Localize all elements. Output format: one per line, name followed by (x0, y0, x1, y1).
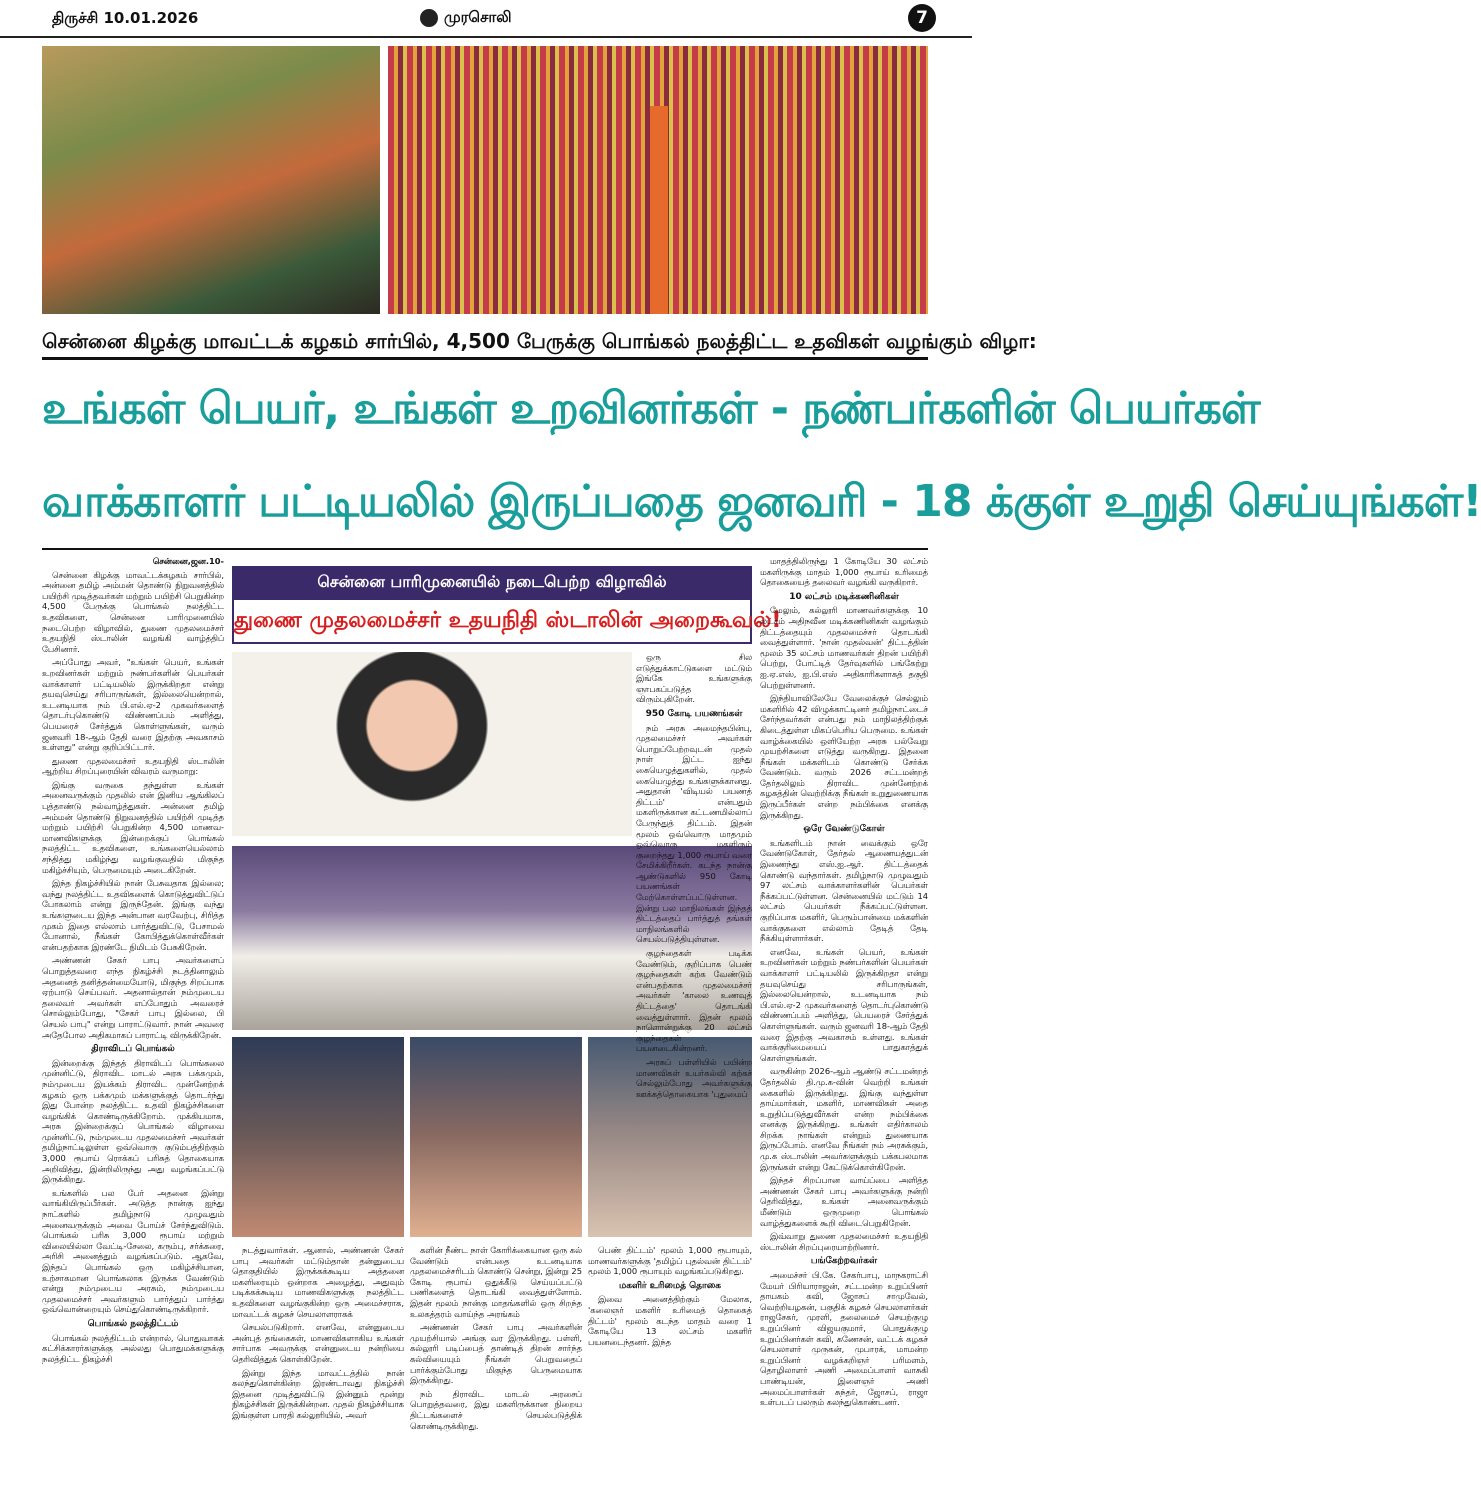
article-column-4 (410, 1245, 582, 1500)
pongal-celebration-photo (42, 46, 380, 314)
paragraph: வருகின்ற 2026-ஆம் ஆண்டு சட்டமன்றத் தேர்தலில் தி.மு.க-வின் வெற்றி உங்கள் கைகளில் இருக்கிறது. இங்கு வந்துள்ள தாய்மார்கள், மகளிர், மாணவிகள் அதை உறுதிப்படுத்துவீர்கள் என்ற நம்பிக்கை எனக்கு இருக்கிறது. உங்கள் எதிர்காலம் சிறக்க நாங்கள் என்றும் துணையாக இருப்போம். எனவே நீங்கள் நம் அரசுக்கும், மு.க ஸ்டாலின் அவர்களுக்கும் பக்கபலமாக இருங்கள் என்று கேட்டுக்கொள்கிறேன். (760, 1066, 928, 1172)
paragraph: எனவே, உங்கள் பெயர், உங்கள் உறவினர்கள் மற்றும் நண்பர்களின் பெயர்கள் வாக்காளர் பட்டியலில் இருக்கிறதா என்று தயவுசெய்து சரிபாருங்கள், இல்லையென்றால், உடனடியாக நம் பி.எல்.ஏ-2 முகவர்களைத் தொடர்புகொண்டு விண்ணப்பம் அளித்து, பெயரைச் சேர்த்துக் கொள்ளுங்கள். வரும் ஜனவரி 18-ஆம் தேதி வரை இதற்கு அவகாசம் உள்ளது. உங்கள் வாக்குரிமையைப் பாதுகாத்துக் கொள்ளுங்கள். (760, 946, 928, 1063)
paragraph: இன்றைக்கு இந்தத் திராவிடப் பொங்கலை முன்னிட்டு, திராவிட மாடல் அரசு பக்கமும், நம்முடைய இயக்கம் திராவிட முன்னேற்றக் கழகம் ஒரு பக்கமும் மக்களுக்குத் தொடர்ந்து இது போன்ற நலத்திட்ட உதவி நிகழ்ச்சிகளை வழங்கிக் கொண்டிருக்கிறோம். முக்கியமாக, அரசு இன்றைக்குப் பொங்கல் விழாவை முன்னிட்டு, நம்முடைய முதலமைச்சர் அவர்கள் தமிழ்நாட்டிலுள்ள ஒவ்வொரு குடும்பத்திற்கும் 3,000 ரூபாய் ரொக்கப் பரிசுத் தொகையாக அறிவித்து, இன்றிலிருந்து அது வழங்கப்பட்டு இருக்கிறது. (42, 1057, 224, 1185)
selfie-photo-1 (232, 1037, 404, 1237)
paragraph: அரசுப் பள்ளியில் பயின்ற மாணவிகள் உயர்கல்வி கற்கச் செல்லும்போது அவர்களுக்கு ஊக்கத்தொகையாக 'புதுமைப் (636, 1056, 752, 1099)
paragraph: இவை அனைத்திற்கும் மேலாக, 'கலைஞர் மகளிர் உரிமைத் தொகைத் திட்டம்' மூலம் கடந்த மாதம் வரை 1 கோடியே 13 லட்சம் மகளிர் பயனடைந்தனர். இந்த (588, 1294, 752, 1347)
paragraph: நம் திராவிட மாடல் அரசைப் பொறுத்தவரை, இது மகளிருக்கான நிறைய திட்டங்களைச் செயல்படுத்திக் கொண்டிருக்கிறது. (410, 1388, 582, 1431)
paragraph: மேலும், கல்லூரி மாணவர்களுக்கு 10 லட்சம் அதிநவீன மடிக்கணினிகள் வழங்கும் திட்டத்தையும் முதலமைச்சர் தொடங்கி வைத்துள்ளார். 'நான் முதல்வன்' திட்டத்தின் மூலம் 35 லட்சம் மாணவர்கள் திறன் பயிற்சி பெற்று, போட்டித் தேர்வுகளில் பங்கேற்று ஐ.ஏ.எஸ், ஐ.பி.எஸ் அதிகாரிகளாகத் தகுதி பெற்றுள்ளனர். (760, 605, 928, 690)
banner-subheadline: துணை முதலமைச்சர் உதயநிதி ஸ்டாலின் அறைகூவல்! (232, 598, 752, 644)
headline-line-1: உங்கள் பெயர், உங்கள் உறவினர்கள் - நண்பர்களின் பெயர்கள் (42, 383, 1260, 434)
subheading-pongal-welfare: பொங்கல் நலத்திட்டம் (87, 1318, 179, 1329)
dateline: சென்னை,ஜன.10- (152, 556, 224, 566)
paragraph: அமைச்சர் பி.கே. சேகர்பாபு, மாநகராட்சி மேயர் பிரியாராஜன், சட்டமன்ற உறுப்பினர் தாயகம் கவி, ஜோசப் சாமுவேல், வெற்றியழகன், பகுதிக் கழகச் செயலாளர்கள் ராஜசேகர், முரளி, தலைமைச் செயற்குழு உறுப்பினர் விஜயகுமார், பொதுக்குழு உறுப்பினர்கள் கவி, கணேசன், வட்டக் கழகச் செயலாளர் முருகன், முபாரக், மாமன்ற உறுப்பினர் வழக்கறிஞர் பரிமளம், தொழிலாளர் அணி அமைப்பாளர் வாசுகி பாண்டியன், இளைஞர் அணி அமைப்பாளர்கள் சுந்தர், ஜோசப், ராஜா உள்படப் பலரும் கலந்துகொண்டனர். (760, 1270, 928, 1408)
article-column-3 (232, 1245, 404, 1500)
paragraph: துணை முதலமைச்சர் உதயநிதி ஸ்டாலின் ஆற்றிய சிறப்புரையின் விவரம் வருமாறு: (42, 755, 224, 777)
speaker-at-podium-photo (232, 652, 632, 836)
headline-kicker: சென்னை கிழக்கு மாவட்டக் கழகம் சார்பில், 4,500 பேருக்கு பொங்கல் நலத்திட்ட உதவிகள் வழங்கும் விழா: (42, 322, 928, 360)
paragraph: குழந்தைகள் படிக்க வேண்டும், குறிப்பாக பெண் குழந்தைகள் கற்க வேண்டும் என்பதற்காக முதலமைச்சர் அவர்கள் 'காலை உணவுத் திட்டத்தை' தொடங்கி வைத்துள்ளார். இதன் மூலம் நாளொன்றுக்கு 20 லட்சம் குழந்தைகள் பயனடைகின்றனர். (636, 948, 752, 1054)
article-column-6 (760, 556, 928, 1500)
paper-name-block (420, 8, 512, 28)
article-column-2 (636, 652, 752, 1099)
paragraph: இவ்வாறு துணை முதலமைச்சர் உதயநிதி ஸ்டாலின் சிறப்புரையாற்றினார். (760, 1231, 928, 1252)
paragraph: இந்த நிகழ்ச்சியில் நான் பேசுவதாக இல்லை; வந்து நலத்திட்ட உதவிகளைக் கொடுத்துவிட்டுப் போகலாம் என்று இருந்தேன். இங்கு வந்து உங்களுடைய இந்த அன்பான வரவேற்பு, சிரித்த முகம் இதை எல்லாம் பார்த்துவிட்டு, பேசாமல் போனால், நீங்கள் கோபித்துக்கொள்வீர்கள் என்பதற்காக இரண்டே நிமிடம் பேசுகிறேன். (42, 878, 224, 952)
headline-rule (42, 548, 928, 550)
paragraph: பெண் திட்டம்' மூலம் 1,000 ரூபாயும், மாணவர்களுக்கு 'தமிழ்ப் புதல்வன் திட்டம்' மூலம் 1,000 ரூபாயும் வழங்கப்படுகிறது. (588, 1245, 752, 1277)
paper-name: முரசொலி (444, 8, 512, 26)
paragraph: செயல்படுகிறார். எனவே, என்னுடைய அன்புத் தங்கைகள், மாணவிகளாகிய உங்கள் சார்பாக அவருக்கு என்னுடைய நன்றியை தெரிவித்துக் கொள்கிறேன். (232, 1322, 404, 1364)
paragraph: இங்கு வருகை தந்துள்ள உங்கள் அனைவருக்கும் முதலில் என் இனிய ஆங்கிலப் புத்தாண்டு நல்வாழ்த்துகள். அன்னை தமிழ் அம்மன் தொண்டு நிறுவனத்தில் பயிற்சி முடித்த மற்றும் பயிற்சி பெறுகின்ற 4,500 மாணவ-மாணவிகளுக்கு இன்றைக்குப் பொங்கல் நலத்திட்ட உதவிகளை, உங்களையெல்லாம் சந்தித்து மகிழ்ந்து வழங்குவதில் மிகுந்த மகிழ்ச்சியும், பெருமையும் அடைகிறேன். (42, 779, 224, 875)
paragraph: சென்னை கிழக்கு மாவட்டக்கழகம் சார்பில், அன்னை தமிழ் அம்மன் தொண்டு நிறுவனத்தில் பயிற்சி முடித்தவர்கள் மற்றும் பயிற்சி பெறுகின்ற 4,500 பேருக்கு பொங்கல் நலத்திட்ட உதவிகளை, சென்னை பாரிமுனையில் நடைபெற்ற விழாவில், துணை முதலமைச்சர் உதயநிதி ஸ்டாலின் வழங்கி வாழ்த்திப் பேசினார். (42, 569, 224, 654)
banner-top: சென்னை பாரிமுனையில் நடைபெற்ற விழாவில் (232, 566, 752, 598)
masthead (0, 0, 972, 38)
subheading-one-request: ஒரே வேண்டுகோள் (803, 824, 885, 835)
edition-date: திருச்சி 10.01.2026 (52, 9, 199, 27)
paragraph: அப்போது அவர், "உங்கள் பெயர், உங்கள் உறவினர்கள் மற்றும் நண்பர்களின் பெயர்கள் வாக்காளர் பட்டியலில் இருக்கிறதா என்று தயவுசெய்து சரிபாருங்கள், இல்லையென்றால், உடனடியாக நம் பி.எல்.ஏ-2 முகவர்களைத் தொடர்புகொண்டு விண்ணப்பம் அளித்து, பெயரைச் சேர்த்துக் கொள்ளுங்கள், வரும் ஜனவரி 18-ஆம் தேதி வரை இதற்கு அவகாசம் உள்ளது" என்று குறிப்பிட்டார். (42, 657, 224, 753)
subheading-laptops: 10 லட்சம் மடிக்கணினிகள் (789, 591, 899, 602)
paragraph: இன்று இந்த மாவட்டத்தில் நான் கலந்துகொள்கின்ற இரண்டாவது நிகழ்ச்சி இதனை முடித்துவிட்டு இன்னும் மூன்று நிகழ்ச்சிகள் இருக்கின்றன. முதல் நிகழ்ச்சியாக இங்குள்ள பாரதி கல்லூரியில், அவர் (232, 1367, 404, 1420)
paragraph: ஒரு சில எடுத்துக்காட்டுகளை மட்டும் இங்கே உங்களுக்கு ஞாபகப்படுத்த விரும்புகிறேன். (636, 652, 752, 705)
selfie-photo-2 (410, 1037, 582, 1237)
subheading-women-rights-amount: மகளிர் உரிமைத் தொகை (618, 1280, 722, 1291)
subheading-participants: பங்கேற்றவர்கள் (810, 1256, 878, 1267)
paragraph: நடத்துவார்கள். ஆனால், அண்ணன் சேகர் பாபு அவர்கள் மட்டும்தான் தன்னுடைய தொகுதியில் இருக்கக்கூடிய அத்தனை மகளிரையும் ஒன்றாக அழைத்து, அதுவும் படிக்கக்கூடிய மாணவிகளுக்கு நலத்திட்ட உதவிகளை வழங்குகின்ற ஒரு அமைச்சராக, மாவட்டக் கழகச் செயலாளராகக் (232, 1245, 404, 1319)
paragraph: இந்தச் சிறப்பான வாய்ப்பை அளித்த அண்ணன் சேகர் பாபு அவர்களுக்கு நன்றி தெரிவித்து, உங்கள் அனைவருக்கும் மீண்டும் ஒருமுறை பொங்கல் வாழ்த்துகளைக் கூறி விடைபெறுகிறேன். (760, 1175, 928, 1228)
paragraph: மாதத்திலிருந்து 1 கோடியே 30 லட்சம் மகளிருக்கு மாதம் 1,000 ரூபாய் உரிமைத் தொகையைத் தலைவர் வழங்கி வருகிறார். (760, 556, 928, 588)
article-column-1 (42, 556, 224, 1500)
paragraph: உங்களில் பல பேர் அதனை இன்று வாங்கியிருப்பீர்கள். அடுத்த நான்கு ஐந்து நாட்களில் தமிழ்நாடு முழுவதும் அனைவருக்கும் அவை போய்ச் சேர்ந்துவிடும். பொங்கல் பரிசு 3,000 ரூபாய் மற்றும் விலையில்லா வேட்டி-சேலை, கரும்பு, சர்க்கரை, அரிசி அனைத்தும் வழங்கப்படும். ஆகவே, இந்தப் பொங்கல் ஒரு மகிழ்ச்சியான, உற்சாகமான பொங்கலாக இருக்க வேண்டும் என்று நம்முடைய அரசும், நம்முடைய முதலமைச்சர் அவர்களும் பார்த்துப் பார்த்து ஒவ்வொன்றையும் செய்துகொண்டிருக்கிறார். (42, 1187, 224, 1315)
paragraph: களின் நீண்ட நாள் கோரிக்கையான ஒரு கல் வேண்டும் என்பதை உடனடியாக முதலமைச்சரிடம் கொண்டு சென்று, இன்று 25 கோடி ரூபாய் ஒதுக்கீடு செய்யப்பட்டு பணிகளைத் தொடங்கி வைத்துள்ளோம். இதன் மூலம் நான்கு மாதங்களில் ஒரு சிறந்த உலகத்தரம் வாய்ந்த அரங்கம் (410, 1245, 582, 1319)
paragraph: அண்ணன் சேகர் பாபு அவர்களைப் பொறுத்தவரை எந்த நிகழ்ச்சி நடத்தினாலும் அதனைத் தனித்தன்மையோடு, மிகுந்த சிறப்பாக ஏற்பாடு செய்பவர். அதனால்தான் நம்முடைய தலைவர் அவர்கள் எப்போதும் அவரைச் சொல்லும்போது, "சேகர் பாபு இல்லை, பி செயல் பாபு" என்று பாராட்டுவார். நான் அவரை அதேபோல அதிகமாகப் பாராட்டி விருக்கிறேன். (42, 955, 224, 1040)
crowd-gathering-photo (388, 46, 928, 314)
paragraph: நம் அரசு அமைந்தபின்பு, முதலமைச்சர் அவர்கள் பொறுப்பேற்றவுடன் முதல் நாள் இட்ட ஐந்து கையெழுத்துகளில், முதல் கையெழுத்து உங்களுக்கானது. அதுதான் 'விடியல் பயணத் திட்டம்' என்பதும் மகளிருக்கான கட்டணமில்லாப் பேருந்துத் திட்டம். இதன் மூலம் ஒவ்வொரு மாதமும் ஒவ்வொரு மகளிரும் குறைந்தது 1,000 ரூபாய் வரை சேமிக்கிறீர்கள். கடந்த நான்கு ஆண்டுகளில் 950 கோடி பயணங்கள் மேற்கொள்ளப்பட்டுள்ளன. இன்று பல மாநிலங்கள் இந்தத் திட்டத்தைப் பார்த்துத் தங்கள் மாநிலங்களில் செயல்படுத்தியுள்ளன. (636, 722, 752, 945)
paragraph: இந்தியாவிலேயே வேலைக்குச் செல்லும் மகளிரில் 42 விழுக்காட்டினர் தமிழ்நாட்டைச் சேர்ந்தவர்கள் என்பது நம் மாநிலத்திற்குக் கிடைத்துள்ள மிகப்பெரிய பெருமை. உங்கள் வாழ்க்கையில் ஒளியேற்ற அரசு பல்வேறு முயற்சிகளை எடுத்து வருகிறது. இதனை நீங்கள் மக்களிடம் கொண்டு சேர்க்க வேண்டும். வரும் 2026 சட்டமன்றத் தேர்தலிலும் திராவிட முன்னேற்றக் கழகத்தின் வெற்றிக்கு நீங்கள் உறுதுணையாக இருப்பீர்கள் என்ற நம்பிக்கை எனக்கு இருக்கிறது. (760, 693, 928, 820)
headline-line-2: வாக்காளர் பட்டியலில் இருப்பதை ஜனவரி - 18 க்குள் உறுதி செய்யுங்கள்! (42, 476, 1481, 527)
subheading-950-crore: 950 கோடி பயணங்கள் (645, 708, 743, 719)
paragraph: அண்ணன் சேகர் பாபு அவர்களின் முயற்சியால் அங்கு வர இருக்கிறது. பள்ளி, கல்லூரி படிப்பைத் தாண்டித் திறன் சார்ந்த கல்வியையும் நீங்கள் பெறுவதைப் பார்க்கும்போது மிகுந்த பெருமையாக இருக்கிறது. (410, 1322, 582, 1386)
subheading-dravida-pongal: திராவிடப் பொங்கல் (91, 1044, 175, 1055)
page-number: 7 (908, 4, 936, 32)
paragraph: பொங்கல் நலத்திட்டம் என்றால், பொதுவாகக் கட்சிக்காரர்களுக்கு அல்லது பொதுமக்களுக்கு நலத்திட்ட நிகழ்ச்சி (42, 1332, 224, 1364)
article-column-5 (588, 1245, 752, 1500)
paragraph: உங்களிடம் நான் வைக்கும் ஒரே வேண்டுகோள், தேர்தல் ஆணையத்துடன் இணைந்து எஸ்.ஐ.ஆர். திட்டத்தைக் கொண்டு வந்தார்கள். தமிழ்நாடு முழுவதும் 97 லட்சம் வாக்காளர்களின் பெயர்கள் நீக்கப்பட்டுள்ளன. சென்னையில் மட்டும் 14 லட்சம் பெயர்கள் நீக்கப்பட்டுள்ளன. குறிப்பாக மகளிர், பெரும்பான்மை மக்களின் வாக்குகளை எல்லாம் தேடித் தேடி நீக்கியுள்ளார்கள். (760, 837, 928, 944)
paper-logo-icon (420, 9, 438, 27)
